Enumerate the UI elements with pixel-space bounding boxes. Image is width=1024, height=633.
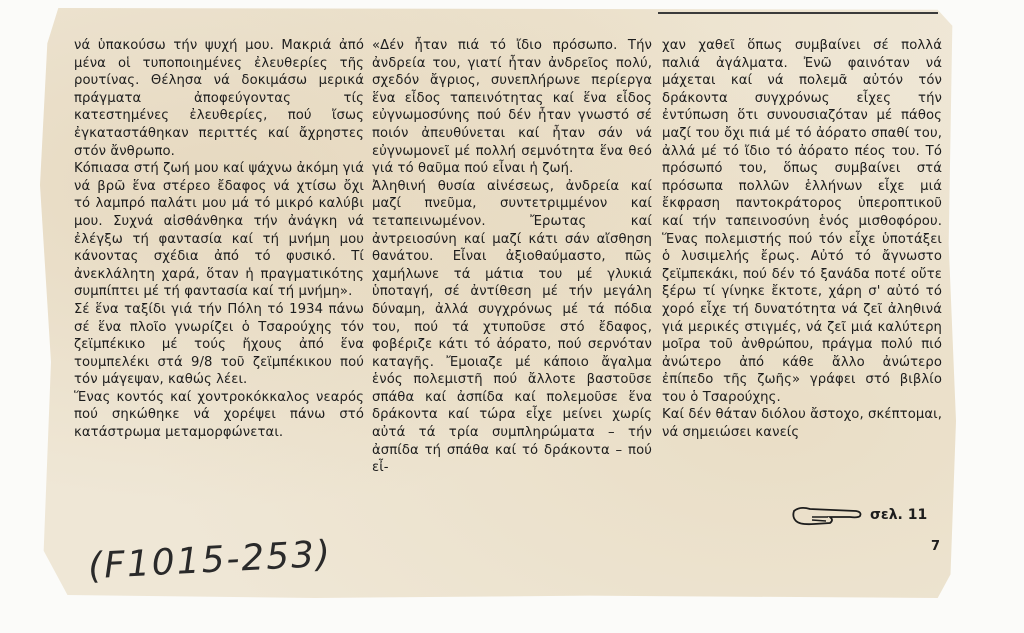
paragraph: χαν χαθεῖ ὅπως συμβαίνει σέ πολλά παλιά ἀγάλματα. Ἐνῶ φαινόταν νά μάχεται καί νά πολεμᾶ αὐτόν τόν δράκοντα συγχρόνως εἶχες τήν ἐντύπωση ὅτι συνουσιαζόταν μέ πάθος μαζί του ὄχι πιά μέ τό ἀόρατο σπαθί του, ἀλλά μέ τό ἴδιο τό ἀόρατο πέος του. Τό πρόσωπό του, ὅπως συμβαίνει στά πρόσωπα πολλῶν ἑλλήνων εἶχε μιά ἔκφραση παντοκράτορος ὑπεροπτικοῦ καί τήν ταπεινοσύνη ἑνός μισθοφόρου. Ἕνας πολεμιστής πού τόν εἶχε ὑποτάξει ὁ λυσιμελής ἔρως. Αὐτό τό ἄγνωστο ζεϊμπεκάκι, πού δέν τό ξανάδα ποτέ οὔτε ξέρω τί γίνηκε ἔκτοτε, χάρη σ' αὐτό τό χορό εἶχε τή δυνατότητα νά ζεῖ ἀληθινά γιά μερικές στιγμές, νά ζεῖ μιά καλύτερη μοῖρα τοῦ ἀνθρώπου, πράγμα πολύ πιό ἀνώτερο ἀπό κάθε ἄλλο ἀνώτερο ἐπίπεδο τῆς ζωῆς» γράφει στό βιβλίο του ὁ Τσαρούχης. bbox=[662, 38, 942, 405]
paragraph: Ἀληθινή θυσία αἰνέσεως, ἀνδρεία καί μαζί πνεῦμα, συντετριμμένον καί τεταπεινωμένον. Ἔρωτας καί ἀντρειοσύνη καί μαζί κάτι σάν αἴσθηση θανάτου. Εἶναι ἀξιοθαύμαστο, πῶς χαμήλωνε τά μάτια του μέ γλυκιά ὑποταγή, σέ ἀντίθεση μέ τήν μεγάλη δύναμη, ἀλλά συγχρόνως μέ τά πόδια του, πού τά χτυποῦσε στό ἔδαφος, φοβέριζε κάτι τό ἀόρατο, πού σερνόταν καταγῆς. Ἔμοιαζε μέ κάποιο ἄγαλμα ἑνός πολεμιστῆ πού ἄλλοτε βαστοῦσε σπάθα καί ἀσπίδα καί πολεμοῦσε ἕνα δράκοντα καί τώρα εἶχε μείνει χωρίς αὐτά τά τρία συμπληρώματα – τήν ἀσπίδα τή σπάθα καί τό δράκοντα – πού εἶ- bbox=[372, 178, 652, 476]
paragraph: Καί δέν θάταν διόλου ἄστοχο, σκέπτομαι, νά σημειώσει κανείς bbox=[662, 407, 942, 441]
text-column-2 bbox=[372, 37, 652, 477]
handwritten-archive-note: (F1015-253) bbox=[87, 533, 334, 588]
paragraph: «Δέν ἦταν πιά τό ἴδιο πρόσωπο. Τήν ἀνδρεία του, γιατί ἦταν ἀνδρεῖος πολύ, σχεδόν ἄγριος, συνεπλήρωνε περίεργα ἕνα εἶδος ταπεινότητας καί ἕνα εἶδος εὐγνωμοσύνης πού δέν ἦταν γνωστό σέ ποιόν ἀπευθύνεται καί ἦταν σάν νά εὐγνωμονεῖ μέ πολλή σεμνότητα ἕνα θεό γιά τό θαῦμα πού εἶναι ἡ ζωή. bbox=[372, 38, 652, 177]
paragraph: Ἕνας κοντός καί χοντροκόκκαλος νεαρός πού σηκώθηκε νά χορέψει πάνω στό κατάστρωμα μεταμορφώνεται. bbox=[74, 389, 364, 441]
page-number: 7 bbox=[931, 539, 941, 554]
top-rule bbox=[658, 12, 938, 14]
continued-page-reference: σελ. 11 bbox=[870, 507, 928, 523]
paragraph: Σέ ἕνα ταξίδι γιά τήν Πόλη τό 1934 πάνω σέ ἕνα πλοῖο γνωρίζει ὁ Τσαρούχης τόν ζεϊμπέκικο μέ τούς ἤχους ἀπό ἕνα τουμπελέκι στά 9/8 τοῦ ζεϊμπέκικου πού τόν μάγεψαν, καθώς λέει. bbox=[74, 301, 364, 388]
paragraph: Κόπιασα στή ζωή μου καί ψάχνω ἀκόμη γιά νά βρῶ ἕνα στέρεο ἔδαφος νά χτίσω ὄχι τό λαμπρό παλάτι μου μά τό μικρό καλύβι μου. Συχνά αἰσθάνθηκα τήν ἀνάγκη νά ἐλέγξω τή φαντασία καί τή μνήμη μου κάνοντας σχέδια ἀπό τό φυσικό. Τί ἀνεκλάλητη χαρά, ὅταν ἡ πραγματικότης συμπίπτει μέ τή φαντασία καί τή μνήμη». bbox=[74, 161, 365, 300]
text-column-1 bbox=[74, 37, 364, 442]
pointing-hand-icon bbox=[790, 503, 864, 533]
text-column-3 bbox=[662, 37, 942, 442]
paragraph: νά ὑπακούσω τήν ψυχή μου. Μακριά ἀπό μένα οἱ τυποποιημένες ἐλευθερίες τῆς ρουτίνας. Θέλησα νά δοκιμάσω μερικά πράγματα ἀποφεύγοντας τίς κατεστημένες ἐλευθερίες, πού ἴσως ἐγκαταστάθηκαν περιττές καί ἄχρηστες στόν ἄνθρωπο. bbox=[74, 38, 364, 159]
